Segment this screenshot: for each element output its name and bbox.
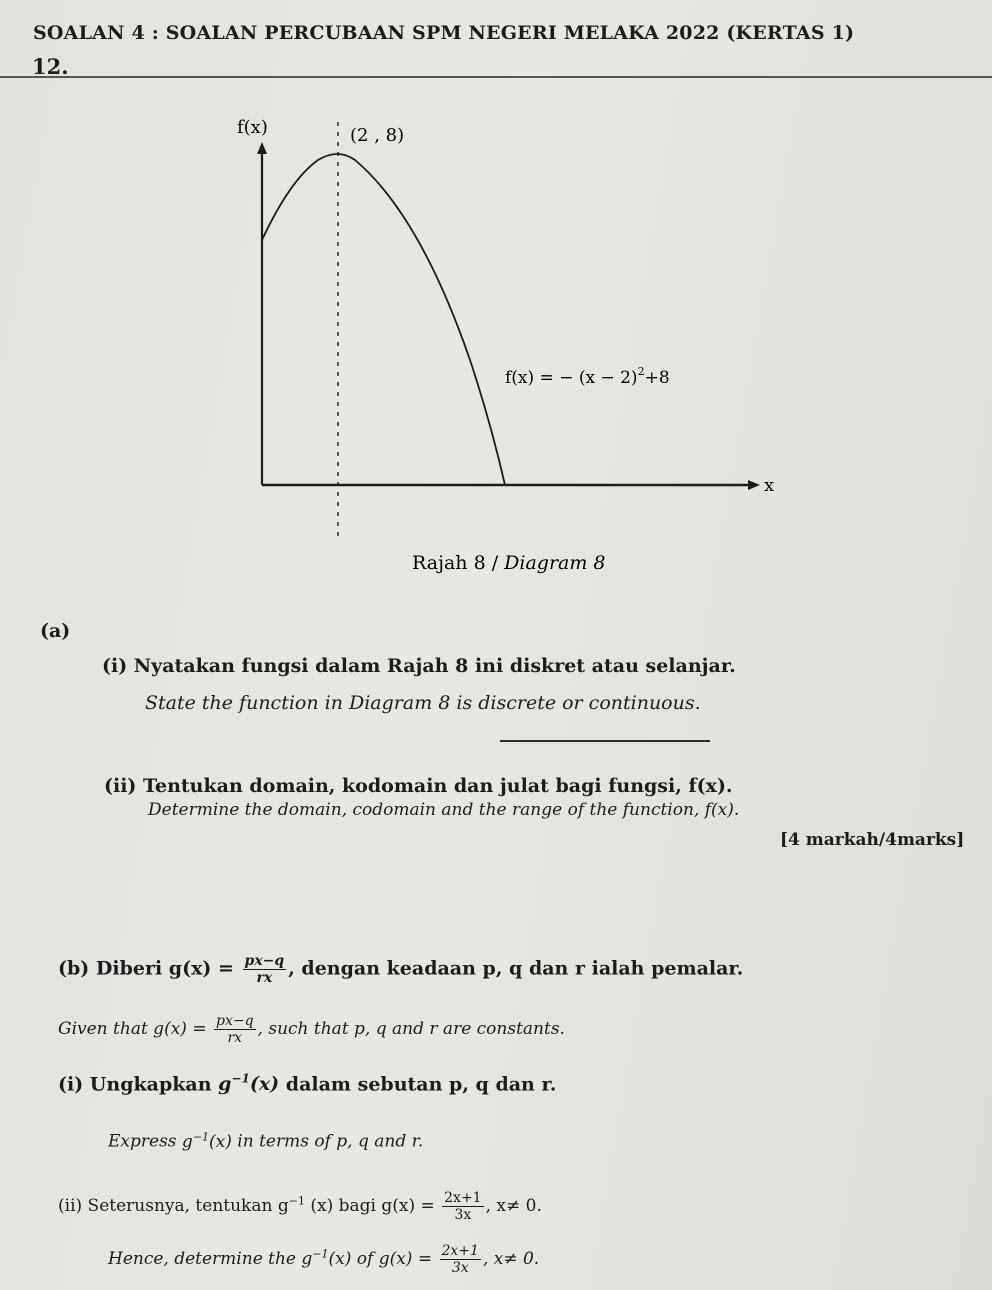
part-a-ii-english: Determine the domain, codomain and the range of the function, f(x).	[148, 800, 740, 820]
part-b-intro-english: Given that g(x) = $\frac{px-q}{rx}$ , such that p, q and r are constants.	[58, 1013, 565, 1046]
x-axis	[262, 480, 760, 490]
part-b-i-malay: (i) Ungkapkan $g^{-1}(x)$ dalam sebutan p, q dan r.	[58, 1072, 557, 1096]
fraction-2x1-en: $\frac{2x+1}{3x}$	[441, 1243, 479, 1276]
x-axis-label: x	[764, 475, 775, 496]
part-b-i-english: Express $g^{-1}(x)$ in terms of p, q and r.	[108, 1130, 424, 1152]
function-label: f(x) = − $(x - 2)^2+8$	[505, 365, 670, 388]
vertex-label: (2 , 8)	[350, 125, 405, 146]
paper-title: SOALAN 4 : SOALAN PERCUBAAN SPM NEGERI MELAKA 2022 (KERTAS 1)	[33, 22, 855, 44]
y-axis-label: f(x)	[237, 117, 268, 138]
part-a-label: (a)	[40, 620, 71, 642]
part-a-ii-malay: (ii) Tentukan domain, kodomain dan julat bagi fungsi, f(x).	[104, 775, 733, 797]
part-b-ii-english: Hence, determine the $g^{-1}(x)$ of g(x) = $\frac{2x+1}{3x}$ , x≠ 0.	[108, 1243, 540, 1276]
answer-line	[500, 740, 710, 742]
fraction-2x1: $\frac{2x+1}{3x}$	[444, 1190, 482, 1223]
part-b-ii-malay: (ii) Seterusnya, tentukan $g^{-1}$ (x) bagi g(x) = $\frac{2x+1}{3x}$ , x≠ 0.	[58, 1190, 542, 1223]
fraction-g: $\frac{px-q}{rx}$	[244, 953, 285, 986]
parabola-curve	[262, 154, 505, 485]
diagram-caption: Rajah 8 / Diagram 8	[412, 552, 606, 574]
question-number: 12.	[32, 54, 69, 79]
part-b-intro-malay: (b) Diberi g(x) = $\frac{px-q}{rx}$ , dengan keadaan p, q dan r ialah pemalar.	[58, 953, 744, 986]
part-a-i-malay: (i) Nyatakan fungsi dalam Rajah 8 ini diskret atau selanjar.	[102, 655, 736, 677]
marks-label: [4 markah/4marks]	[780, 830, 965, 850]
part-a-i-english: State the function in Diagram 8 is discrete or continuous.	[145, 692, 701, 714]
fraction-g-en: $\frac{px-q}{rx}$	[215, 1013, 254, 1046]
y-axis	[257, 142, 267, 485]
